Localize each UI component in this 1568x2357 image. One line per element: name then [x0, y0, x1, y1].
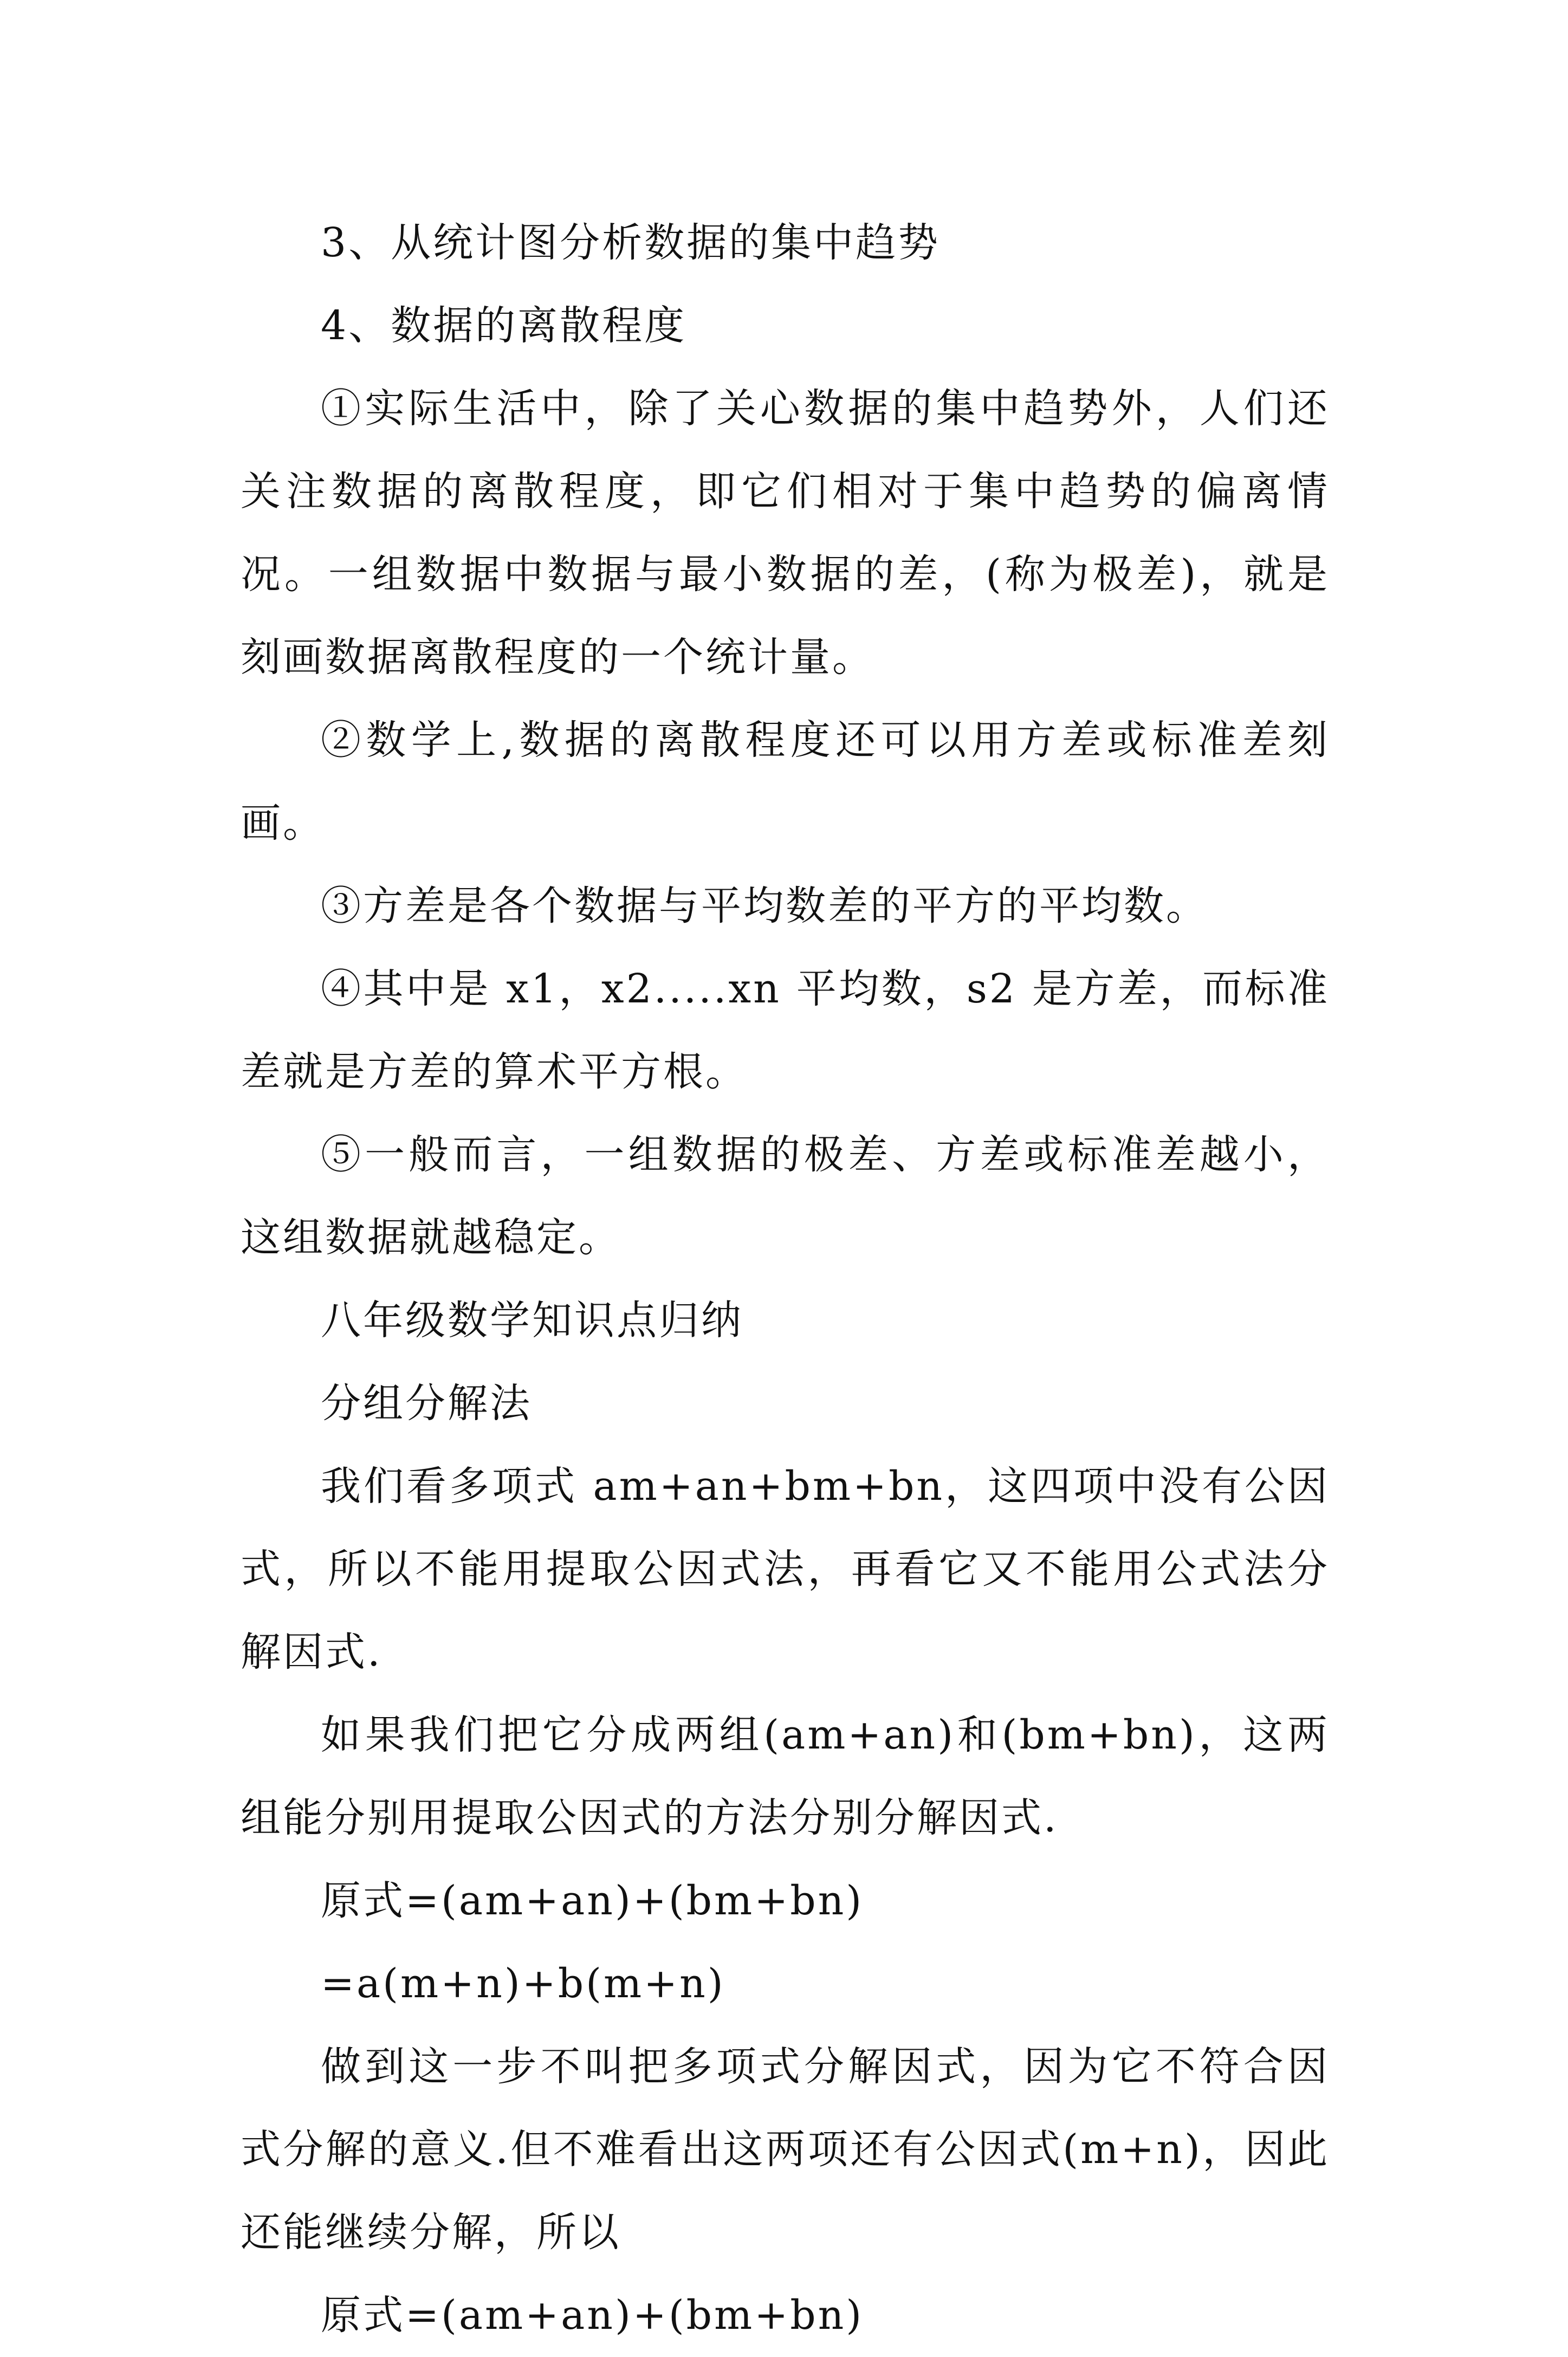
- formula-line: =a(m+n)+b(m+n): [321, 1960, 725, 2007]
- subsection-heading: 分组分解法: [321, 1380, 532, 1427]
- document-body: [241, 202, 1330, 2357]
- section-heading: 八年级数学知识点归纳: [321, 1297, 743, 1344]
- paragraph: 我们看多项式 am+an+bm+bn，这四项中没有公因式，所以不能用提取公因式法，再看它又不能用公式法分解因式.: [241, 1463, 1330, 1675]
- paragraph: 做到这一步不叫把多项式分解因式，因为它不符合因式分解的意义.但不难看出这两项还有公因式(m+n)，因此还能继续分解，所以: [241, 2043, 1330, 2256]
- formula-line: 原式=(am+an)+(bm+bn): [321, 1877, 864, 1924]
- paragraph: 3、从统计图分析数据的集中趋势: [321, 219, 941, 266]
- paragraph: ③方差是各个数据与平均数差的平方的平均数。: [321, 883, 1208, 929]
- formula-line: 原式=(am+an)+(bm+bn): [321, 2292, 864, 2339]
- paragraph: ④其中是 x1，x2.....xn 平均数，s2 是方差，而标准差就是方差的算术平方根。: [241, 966, 1330, 1095]
- paragraph: ⑤一般而言，一组数据的极差、方差或标准差越小，这组数据就越稳定。: [241, 1131, 1330, 1261]
- paragraph: ①实际生活中，除了关心数据的集中趋势外，人们还关注数据的离散程度，即它们相对于集中趋势的偏离情况。一组数据中数据与最小数据的差，(称为极差)，就是刻画数据离散程度的一个统计量。: [241, 385, 1330, 681]
- paragraph: 4、数据的离散程度: [321, 302, 687, 349]
- paragraph: ②数学上,数据的离散程度还可以用方差或标准差刻画。: [241, 717, 1330, 846]
- paragraph: 如果我们把它分成两组(am+an)和(bm+bn)，这两组能分别用提取公因式的方法分别分解因式.: [241, 1712, 1330, 1841]
